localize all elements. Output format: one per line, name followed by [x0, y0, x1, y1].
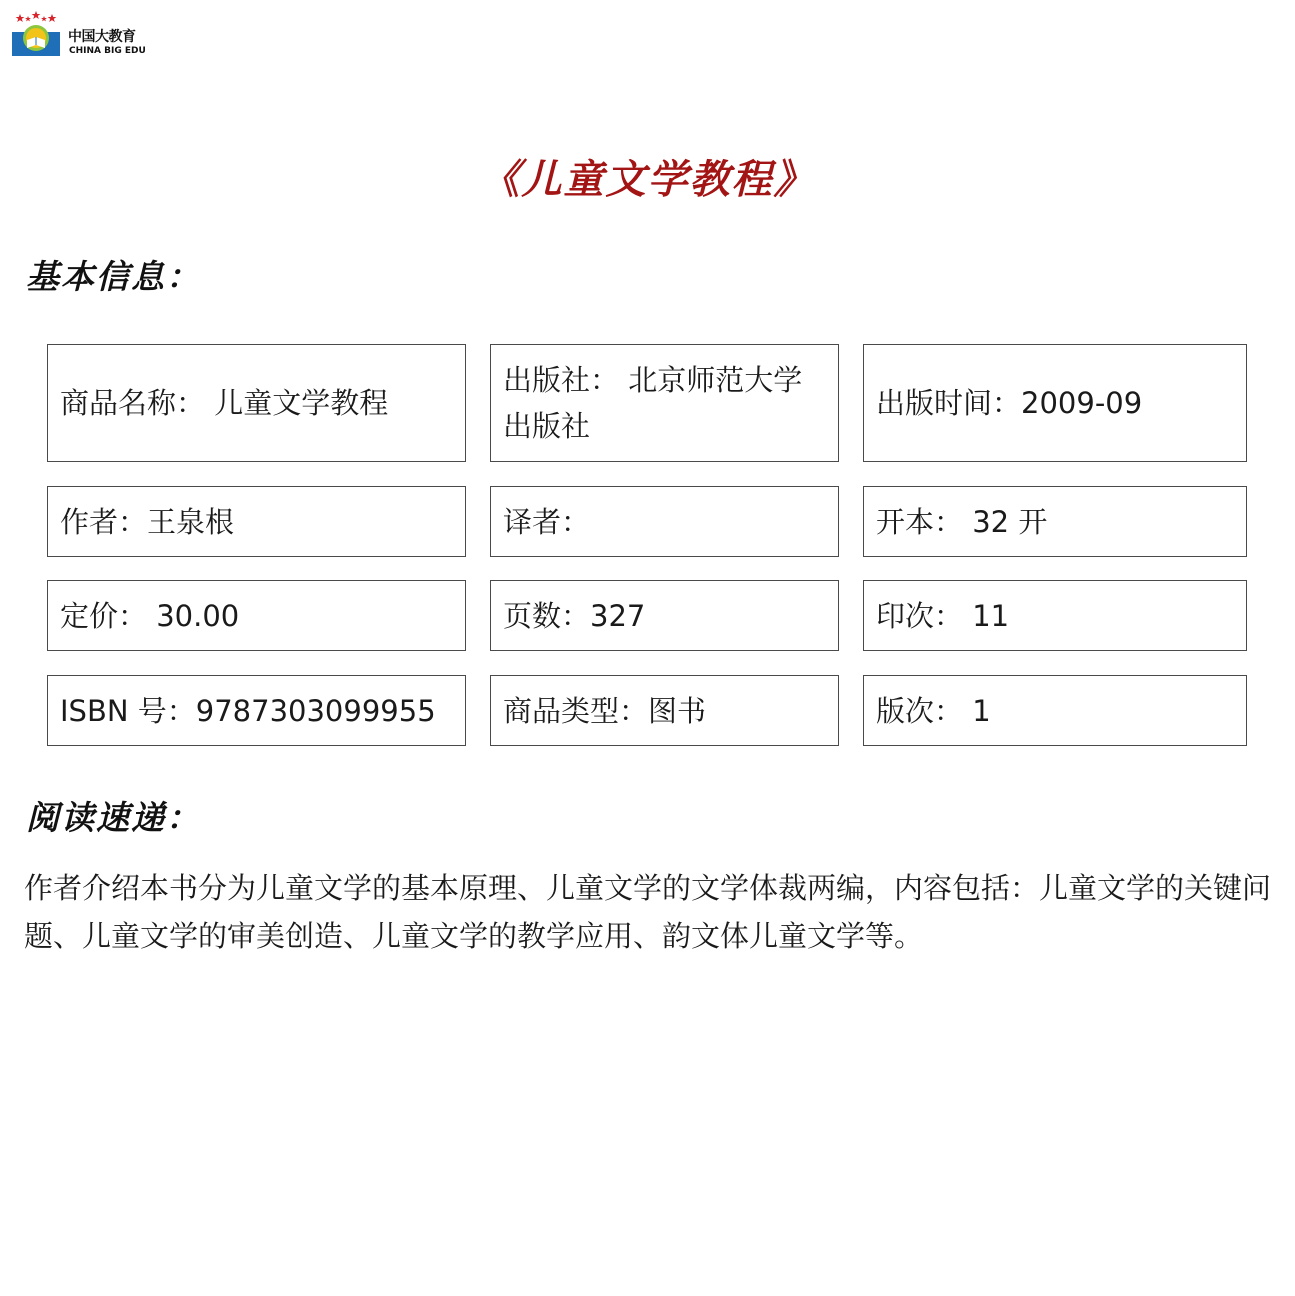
book-title: 《儿童文学教程》 [479, 156, 816, 203]
info-cell-isbn [47, 675, 466, 746]
info-label: 出版社： [503, 363, 620, 397]
info-label: 印次： [876, 598, 964, 633]
reading-summary: 作者介绍本书分为儿童文学的基本原理、儿童文学的文学体裁两编，内容包括：儿童文学的关键问题、儿童文学的审美创造、儿童文学的教学应用、韵文体儿童文学等。 [24, 871, 1272, 953]
info-cell-publish-date [863, 344, 1247, 462]
info-value: 327 [590, 598, 646, 633]
info-label: 商品名称： [60, 386, 206, 420]
info-cell-publisher [490, 344, 839, 462]
info-cell-price [47, 580, 466, 651]
info-value: 11 [963, 598, 1010, 633]
info-value: 儿童文学教程 [205, 386, 389, 420]
basic-info-heading: 基本信息： [26, 257, 201, 296]
logo-name-cn: 中国大教育 [68, 29, 136, 45]
info-value: 30.00 [147, 598, 240, 633]
info-cell-impression [863, 580, 1247, 651]
info-cell-pages [490, 580, 839, 651]
info-cell-translator [490, 486, 839, 557]
logo-emblem-icon [10, 10, 62, 60]
logo [10, 10, 160, 60]
info-value: 王泉根 [147, 504, 235, 539]
info-label: 版次： [876, 693, 964, 728]
info-label: 出版时间： [876, 386, 1022, 420]
info-label: 译者： [503, 504, 591, 539]
info-cell-edition [863, 675, 1247, 746]
info-cell-format [863, 486, 1247, 557]
info-cell-product-type [490, 675, 839, 746]
info-label: 定价： [60, 598, 148, 633]
info-label: 页数： [503, 598, 591, 633]
info-value: 1 [963, 693, 991, 728]
info-value: 9787303099955 [195, 693, 436, 728]
info-value: 32 开 [963, 504, 1048, 539]
logo-name-en: CHINA BIG EDU [69, 46, 146, 56]
info-label: 商品类型： [503, 693, 649, 728]
info-cell-author [47, 486, 466, 557]
info-cell-product-name [47, 344, 466, 462]
info-value: 北京师范大学出版社 [503, 363, 803, 443]
info-value: 图书 [648, 693, 707, 728]
info-value: 2009-09 [1021, 386, 1143, 420]
info-label: ISBN 号： [60, 693, 196, 728]
info-label: 作者： [60, 504, 148, 539]
reading-heading: 阅读速递： [26, 798, 201, 837]
info-label: 开本： [876, 504, 964, 539]
